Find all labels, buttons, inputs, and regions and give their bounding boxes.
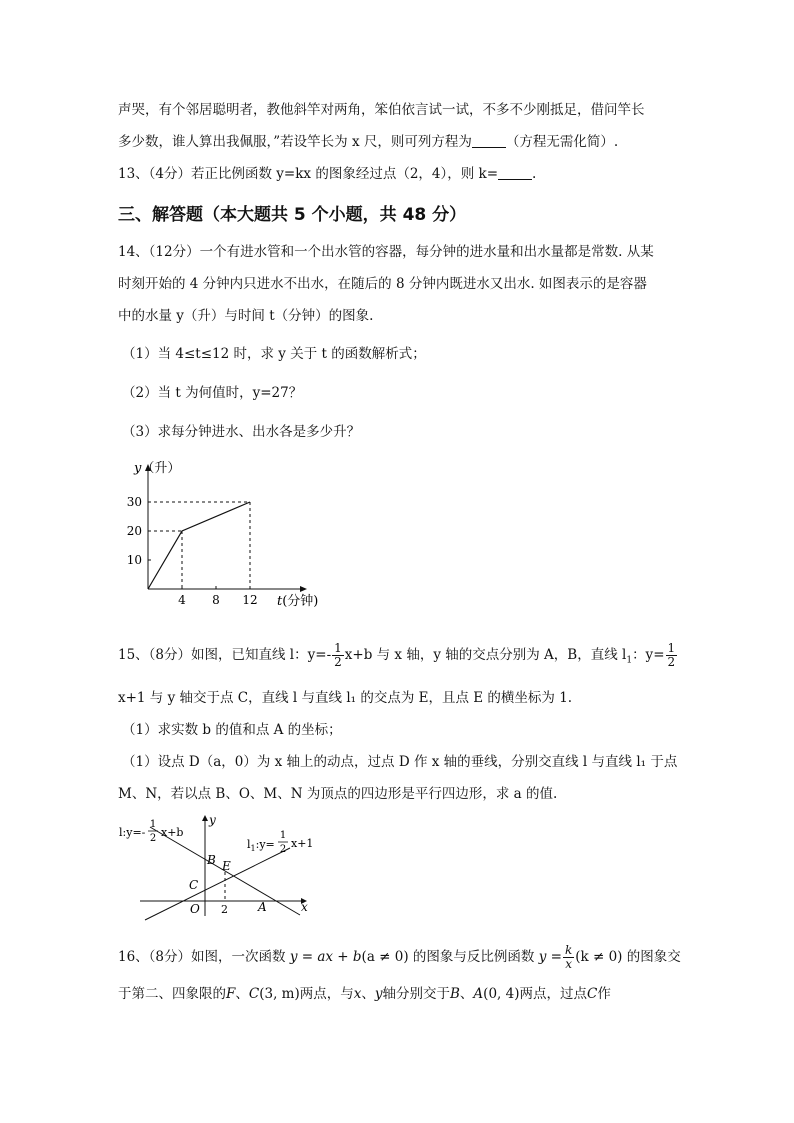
question-16-text-a: 16、（8分）如图，一次函数 xyxy=(118,949,286,965)
question-15-part-1: （1）求实数 b 的值和点 A 的坐标； xyxy=(122,722,342,738)
question-16-text-g: 两点，过点 xyxy=(519,986,587,1002)
y-tick-label-10: 10 xyxy=(126,553,142,567)
top-line-2-text: 多少数，谁人算出我佩服，”若设竿长为 x 尺，则可列方程为 xyxy=(118,134,472,150)
l1-frac-den: 2 xyxy=(279,844,287,855)
top-line-1: 声哭，有个邻居聪明者，教他斜竿对两角，笨伯依言试一试，不多不少刚抵足，借问竿长 xyxy=(118,102,645,118)
point-C-coords: (3, m) xyxy=(259,986,300,1002)
inverse-condition: (k ≠ 0) xyxy=(575,949,623,965)
question-15-part-2a: （1）设点 D（a，0）为 x 轴上的动点，过点 D 作 x 轴的垂线，分别交直线 l 与直线 l₁ 于点 xyxy=(122,754,678,770)
linear-function: y = ax + b xyxy=(289,949,362,965)
line-l-label-b: x+b xyxy=(161,826,184,839)
x-tick-label-12: 12 xyxy=(242,593,258,607)
separator: 、 xyxy=(235,986,249,1002)
line-l1 xyxy=(145,848,290,920)
question-16-text-b: 的图象与反比例函数 xyxy=(412,949,535,965)
question-14-part-2: （2）当 t 为何值时，y=27？ xyxy=(122,385,303,401)
point-A-coords: (0, 4) xyxy=(483,986,520,1002)
question-14-line-1: 14、（12分）一个有进水管和一个出水管的容器，每分钟的进水量和出水量都是常数. 从某 xyxy=(118,244,654,260)
question-14-line-3: 中的水量 y（升）与时间 t（分钟）的图象. xyxy=(118,308,374,324)
question-15-text-c: ：y= xyxy=(632,647,665,663)
question-15-part-2b: M、N，若以点 B、O、M、N 为顶点的四边形是平行四边形，求 a 的值. xyxy=(118,786,558,802)
lines-figure xyxy=(115,812,315,922)
y-axis-label: y xyxy=(209,813,216,827)
question-13 xyxy=(118,164,536,184)
x-tick-label-4: 4 xyxy=(178,593,186,607)
x-tick-label-8: 8 xyxy=(212,593,220,607)
question-14-part-3: （3）求每分钟进水、出水各是多少升？ xyxy=(122,424,361,440)
point-B-label: B xyxy=(207,853,216,867)
question-16-text-f: 轴分别交于 xyxy=(382,986,450,1002)
x-axis-arrow xyxy=(300,586,307,592)
top-line-2 xyxy=(118,132,618,152)
x-axis-label: t(分钟) xyxy=(277,594,319,609)
question-14-part-1: （1）当 4≤t≤12 时，求 y 关于 t 的函数解析式； xyxy=(122,346,426,362)
point-C: C xyxy=(248,986,260,1002)
section-3-title: 三、解答题（本大题共 5 个小题，共 48 分） xyxy=(118,205,467,225)
var-y: y xyxy=(374,986,383,1002)
origin-label: O xyxy=(190,902,200,916)
question-16-text-e: 两点，与 xyxy=(299,986,354,1002)
point-C-2: C xyxy=(586,986,598,1002)
question-16-line-2 xyxy=(118,984,611,1004)
point-A-label: A xyxy=(258,900,267,914)
x-tick-2-label: 2 xyxy=(221,903,228,916)
y-tick-label-30: 30 xyxy=(126,495,142,509)
question-15-line-1 xyxy=(118,642,678,671)
line-l1-label-c: x+1 xyxy=(291,837,314,850)
linear-condition: (a ≠ 0) xyxy=(361,949,409,965)
l-frac-num: 1 xyxy=(149,819,157,830)
subscript-1: 1 xyxy=(626,655,633,666)
question-16-text-c: 的图象交 xyxy=(626,949,681,965)
water-volume-chart xyxy=(110,452,350,612)
point-B: B xyxy=(450,986,460,1002)
top-line-2-tail: （方程无需化简）. xyxy=(505,134,619,150)
var-x: x xyxy=(353,986,362,1002)
question-14-line-2: 时刻开始的 4 分钟内只进水不出水，在随后的 8 分钟内既进水又出水. 如图表示的是容器 xyxy=(118,276,647,292)
point-A: A xyxy=(473,986,484,1002)
point-F: F xyxy=(226,986,236,1002)
y-tick-label-20: 20 xyxy=(126,524,142,538)
fraction-one-half: $\frac{1}{2}$ xyxy=(334,641,342,669)
separator-2: 、 xyxy=(361,986,375,1002)
fraction-k-over-x: $\frac{k}{x}$ xyxy=(564,943,573,971)
question-16-text-h: 作 xyxy=(597,986,611,1002)
x-axis-label: x xyxy=(301,900,308,914)
line-l1-label: $l_1:y=$ xyxy=(247,838,275,853)
l-frac-den: 2 xyxy=(149,833,157,844)
y-axis-label: y（升） xyxy=(134,461,181,476)
question-13-tail: . xyxy=(532,166,537,182)
question-15-line-2: x+1 与 y 轴交于点 C，直线 l 与直线 l₁ 的交点为 E，且点 E 的横坐标为 1. xyxy=(118,690,573,706)
question-15-text-b: x+b 与 x 轴，y 轴的交点分别为 A，B，直线 l xyxy=(344,647,627,663)
question-16-line-1 xyxy=(118,944,681,971)
fraction-one-half-2: $\frac{1}{2}$ xyxy=(667,641,676,669)
line-l-label: l:y=- xyxy=(119,826,146,839)
point-E-label: E xyxy=(222,859,231,873)
answer-blank-13 xyxy=(498,165,532,180)
point-C-label: C xyxy=(189,878,199,892)
question-15-text-a: 15、（8分）如图，已知直线 l：y=- xyxy=(118,647,332,663)
separator-3: 、 xyxy=(459,986,474,1002)
series-line xyxy=(148,502,250,589)
question-16-text-d: 于第二、四象限的 xyxy=(118,986,226,1002)
inverse-function: y = xyxy=(538,949,562,965)
y-axis-arrow xyxy=(202,815,208,821)
answer-blank-12 xyxy=(472,133,506,148)
question-13-text: 13、（4分）若正比例函数 y=kx 的图象经过点（2，4），则 k= xyxy=(118,166,499,182)
l1-frac-num: 1 xyxy=(279,830,287,841)
